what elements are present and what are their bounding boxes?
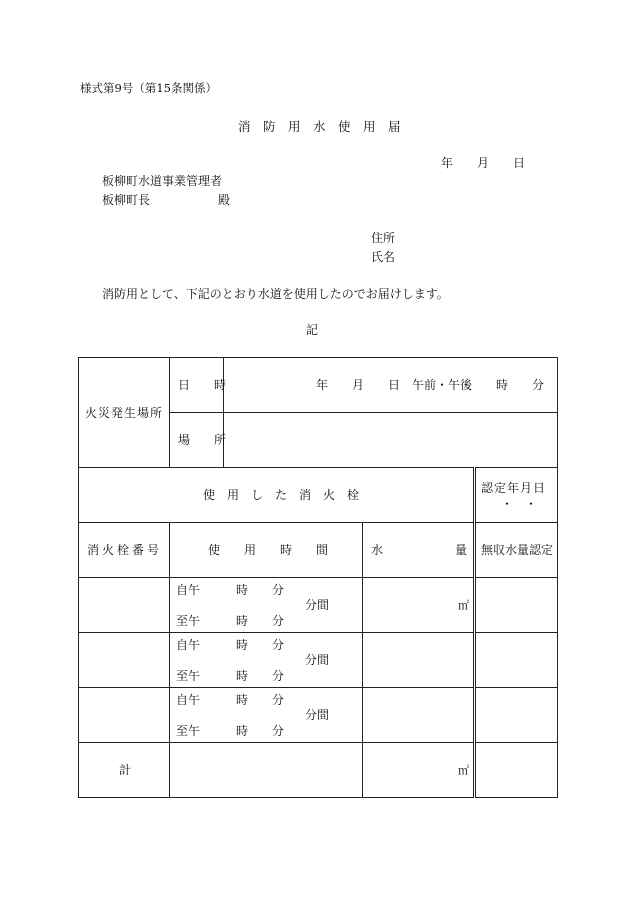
addressee-line2: 板柳町長 (102, 193, 151, 207)
usage-minutes-2: 分間 (305, 653, 330, 667)
approval-date-cell (475, 468, 558, 523)
usage-from-3: 自午 時 分 (176, 693, 285, 707)
hydrant-used-cell (79, 468, 475, 523)
ki-mark: 記 (306, 323, 319, 337)
usage-time-cell-2[interactable] (170, 633, 363, 688)
free-water-input-3[interactable] (475, 688, 558, 743)
usage-minutes-3: 分間 (305, 708, 330, 722)
total-label: 計 (119, 763, 132, 777)
name-label: 氏名 (371, 250, 396, 264)
usage-time-cell-3[interactable] (170, 688, 363, 743)
datetime-value-cell[interactable] (224, 358, 558, 413)
usage-to-3: 至午 時 分 (176, 724, 285, 738)
unit-m2-total: ㎡ (458, 764, 469, 777)
usage-to-1: 至午 時 分 (176, 614, 285, 628)
fire-location-label: 火災発生場所 (85, 405, 164, 420)
usage-from-2: 自午 時 分 (176, 638, 285, 652)
form-number: 様式第9号（第15条関係） (80, 81, 217, 95)
water-amount-input-3[interactable] (363, 688, 475, 743)
place-label: 場 所 (178, 433, 227, 447)
date-line: 年 月 日 (441, 156, 526, 170)
datetime-label-cell (170, 358, 227, 413)
total-free-water-cell[interactable] (475, 743, 558, 798)
total-time-cell[interactable] (170, 743, 363, 798)
hydrant-no-input-2[interactable] (79, 633, 170, 688)
usage-to-2: 至午 時 分 (176, 669, 285, 683)
datetime-label: 日 時 (178, 378, 227, 392)
col-water-amount-left: 水 (371, 543, 384, 557)
free-water-input-1[interactable] (475, 578, 558, 633)
usage-minutes-1: 分間 (305, 598, 330, 612)
usage-form-table (78, 357, 558, 798)
usage-from-1: 自午 時 分 (176, 583, 285, 597)
col-free-water: 無収水量認定 (481, 543, 554, 557)
total-label-cell (79, 743, 170, 798)
addressee-honorific: 殿 (218, 193, 231, 207)
free-water-input-2[interactable] (475, 633, 558, 688)
place-value-cell[interactable] (224, 413, 558, 468)
body-text: 消防用として、下記のとおり水道を使用したのでお届けします。 (102, 287, 449, 301)
col-water-amount-cell (363, 523, 475, 578)
water-amount-input-1[interactable] (363, 578, 475, 633)
hydrant-used-label: 使 用 し た 消 火 栓 (203, 488, 360, 502)
col-hydrant-no-cell (79, 523, 170, 578)
approval-date-label: 認定年月日 (481, 481, 547, 495)
datetime-value: 年 月 日 午前・午後 時 分 (316, 378, 545, 392)
address-label: 住所 (371, 231, 396, 245)
total-water-amount-cell[interactable] (363, 743, 475, 798)
usage-time-cell-1[interactable] (170, 578, 363, 633)
col-water-amount-right: 量 (454, 543, 467, 557)
unit-m2-1: ㎡ (458, 599, 469, 612)
col-hydrant-no: 消火栓番号 (87, 543, 163, 557)
col-free-water-cell (475, 523, 558, 578)
hydrant-no-input-1[interactable] (79, 578, 170, 633)
col-usage-time: 使 用 時 間 (208, 543, 329, 557)
hydrant-no-input-3[interactable] (79, 688, 170, 743)
water-amount-input-2[interactable] (363, 633, 475, 688)
fire-location-label-cell (79, 358, 170, 468)
col-usage-time-cell (170, 523, 363, 578)
page-title: 消 防 用 水 使 用 届 (238, 119, 401, 134)
place-label-cell (170, 413, 227, 468)
addressee-line1: 板柳町水道事業管理者 (102, 174, 223, 188)
approval-date-dots: ・ ・ (501, 497, 538, 511)
